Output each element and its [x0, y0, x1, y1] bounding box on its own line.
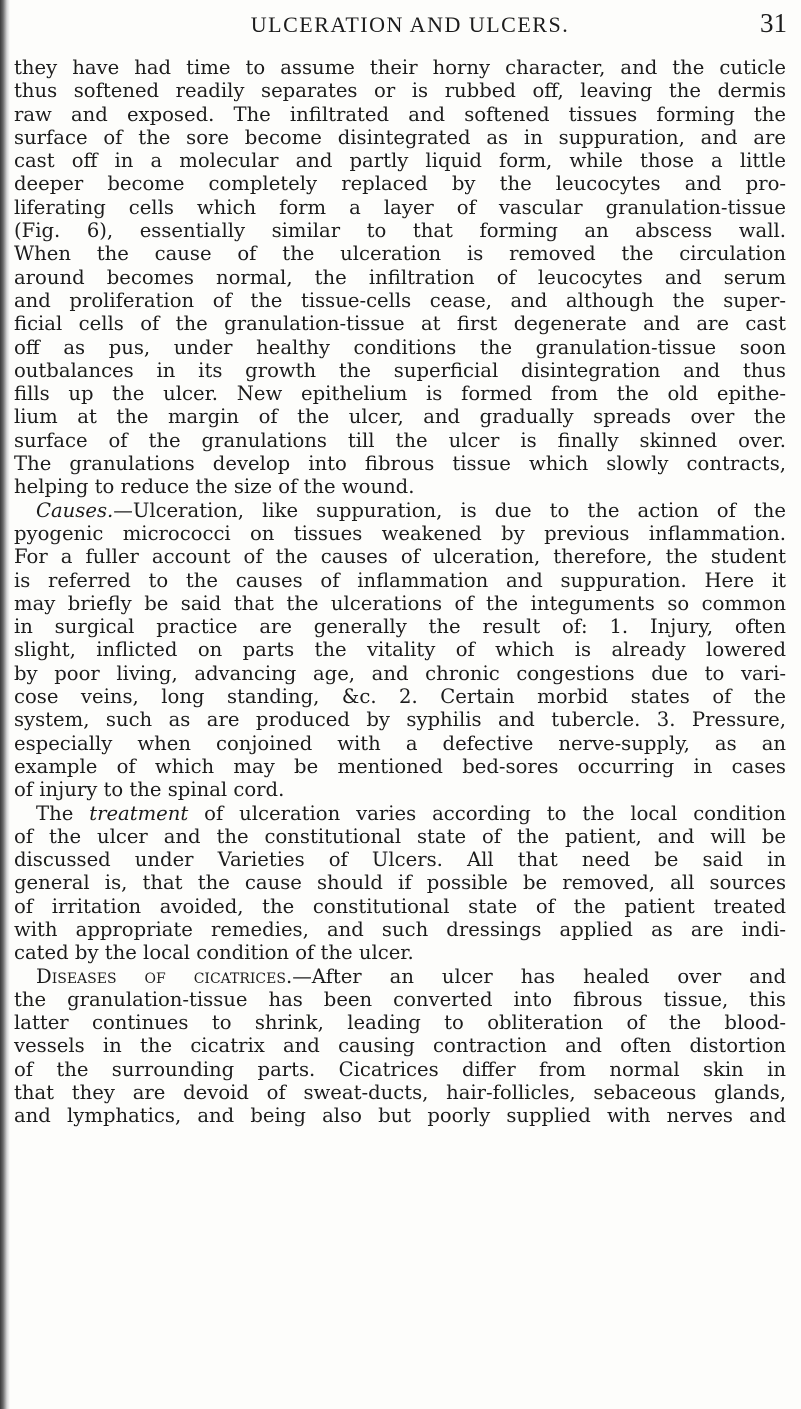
text-line: For a fuller account of the causes of ulceration, therefore, the student: [14, 545, 786, 569]
treatment-paragraph-start: [14, 802, 786, 825]
causes-heading: Causes.: [36, 498, 114, 522]
text-line: lium at the margin of the ulcer, and gradually spreads over the: [14, 405, 786, 429]
text-line: thus softened readily separates or is rubbed off, leaving the dermis: [14, 79, 786, 103]
treatment-prefix: The: [36, 801, 90, 825]
diseases-heading: Diseases of cicatrices.: [36, 964, 293, 988]
text-line: raw and exposed. The infiltrated and softened tissues forming the: [14, 102, 786, 126]
treatment-word: treatment: [89, 801, 189, 825]
text-line: of irritation avoided, the constitutional state of the patient treated: [14, 894, 786, 918]
text-line: —Ulceration, like suppuration, is due to the action of the: [113, 498, 786, 522]
text-line: cated by the local condition of the ulcer.: [14, 941, 414, 965]
text-line: off as pus, under healthy conditions the granulation-tissue soon: [14, 335, 786, 359]
text-line: of the ulcer and the constitutional state of the patient, and will be: [14, 824, 786, 848]
text-line: in surgical practice are generally the result of: 1. Injury, often: [14, 615, 786, 639]
text-line: that they are devoid of sweat-ducts, hair-follicles, sebaceous glands,: [14, 1081, 786, 1105]
text-line: When the cause of the ulceration is removed the circulation: [14, 242, 786, 266]
text-line: helping to reduce the size of the wound.: [14, 475, 415, 499]
text-line: slight, inflicted on parts the vitality of which is already lowered: [14, 638, 786, 662]
text-line: liferating cells which form a layer of vascular granulation-tissue: [14, 195, 786, 219]
text-line: outbalances in its growth the superficial disintegration and thus: [14, 358, 786, 382]
text-line: and proliferation of the tissue-cells cease, and although the super-: [14, 288, 786, 312]
text-line: The granulations develop into fibrous tissue which slowly contracts,: [14, 452, 786, 476]
text-line: of the surrounding parts. Cicatrices differ from normal skin in: [14, 1057, 786, 1081]
page-header: [0, 4, 801, 44]
text-line: of ulceration varies according to the local condition: [188, 801, 786, 825]
text-line: cast off in a molecular and partly liquid form, while those a little: [14, 149, 786, 173]
text-line: around becomes normal, the infiltration of leucocytes and serum: [14, 265, 786, 289]
text-line: cose veins, long standing, &c. 2. Certain morbid states of the: [14, 685, 786, 709]
text-line: especially when conjoined with a defective nerve-supply, as an: [14, 731, 786, 755]
diseases-paragraph-start: [14, 965, 786, 988]
running-title: ULCERATION AND ULCERS.: [250, 12, 570, 37]
binding-shadow: [0, 0, 10, 1409]
text-line: ficial cells of the granulation-tissue at first degenerate and are cast: [14, 312, 786, 336]
text-line: vessels in the cicatrix and causing contraction and often distortion: [14, 1034, 786, 1058]
causes-paragraph-start: [14, 499, 786, 522]
text-line: system, such as are produced by syphilis and tubercle. 3. Pressure,: [14, 708, 786, 732]
text-line: of injury to the spinal cord.: [14, 778, 285, 802]
text-line: the granulation-tissue has been converted into fibrous tissue, this: [14, 987, 786, 1011]
text-line: pyogenic micrococci on tissues weakened by previous inflammation.: [14, 521, 786, 545]
text-line: surface of the granulations till the ulcer is finally skinned over.: [14, 428, 786, 452]
text-line: deeper become completely replaced by the leucocytes and pro-: [14, 172, 786, 196]
text-line: (Fig. 6), essentially similar to that forming an abscess wall.: [14, 219, 786, 243]
text-line: and lymphatics, and being also but poorly supplied with nerves and: [14, 1104, 786, 1128]
text-line: discussed under Varieties of Ulcers. All that need be said in: [14, 848, 786, 872]
text-line: surface of the sore become disintegrated as in suppuration, and are: [14, 125, 786, 149]
body-text: [14, 56, 786, 1128]
text-line: by poor living, advancing age, and chronic congestions due to vari-: [14, 661, 786, 685]
text-line: with appropriate remedies, and such dressings applied as are indi-: [14, 917, 786, 941]
text-line: may briefly be said that the ulcerations of the integuments so common: [14, 591, 786, 615]
text-line: latter continues to shrink, leading to obliteration of the blood-: [14, 1011, 786, 1035]
text-line: is referred to the causes of inflammation and suppuration. Here it: [14, 568, 786, 592]
page-number: 31: [760, 8, 787, 38]
text-line: general is, that the cause should if possible be removed, all sources: [14, 871, 786, 895]
text-line: fills up the ulcer. New epithelium is formed from the old epithe-: [14, 382, 786, 406]
text-line: example of which may be mentioned bed-sores occurring in cases: [14, 754, 786, 778]
text-line: they have had time to assume their horny character, and the cuticle: [14, 56, 786, 79]
text-line: —After an ulcer has healed over and: [292, 964, 787, 988]
